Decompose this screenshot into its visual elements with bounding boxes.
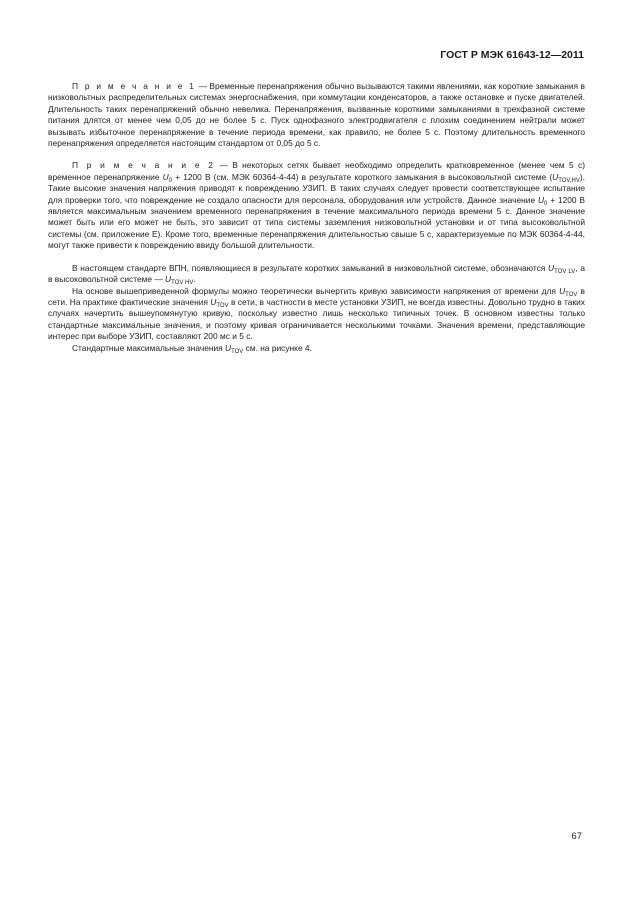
paragraph-3-text-2: см. на рисунке 4. xyxy=(243,342,312,353)
paragraph-tov-notation xyxy=(48,263,585,286)
note-2-text-1: — В некоторых сетях бывает необходимо определить кратковременное (менее чем 5 с) временное перенапряжение xyxy=(48,160,585,182)
note-2-text-4: + 1200 В является максимальным значением временного перенапряжения в течение максимального периода времени 5 с. Данное значение может быть или его может не быть, это зависит от типа системы заземления низковольтной установки и от типа высоковольтной системы (см. приложение Е). Кроме того, временные перенапряжения длительностью свыше 5 с, характеризуемые по МЭК 60364-4-44, могут также привести к повреждению ввиду большой длительности. xyxy=(48,194,585,251)
note-2-text-2: + 1200 В (см. МЭК 60364-4-44) в результате короткого замыкания в высоковольтной системе ( xyxy=(172,171,553,182)
symbol-utov-hv-notation: U xyxy=(165,274,172,285)
symbol-utov-figure-subscript: TOV xyxy=(231,348,244,355)
paragraph-voltage-curve xyxy=(48,286,585,343)
symbol-u0-second-subscript: 0 xyxy=(544,200,548,207)
note-1-text: — Временные перенапряжения обычно вызываются такими явлениями, как короткие замыкания в низковольтных распределительных системах энергоснабжения, при коммутации конденсаторов, а также остановке и пуске двигателей. Длительность таких перенапряжений обычно невелика. Перенапряжения, вызванные короткими замыканиями в трехфазной системе питания длятся от менее чем 0,05 до не более 5 с. Пуск однофазного электродвигателя с плохим соединением нейтрали может вызывать избыточное перенапряжение в течение периода времени, как правило, не более 5 с. Поэтому длительность временного перенапряжения определяется настоящим стандартом от 0,05 до 5 с. xyxy=(48,81,585,149)
symbol-utov-lv: U xyxy=(548,262,555,273)
symbol-u0-second: U xyxy=(537,194,545,205)
symbol-utov-second: U xyxy=(210,296,217,307)
paragraph-3-text-1: Стандартные максимальные значения xyxy=(72,342,226,353)
note-2 xyxy=(48,160,585,251)
paragraph-figure-reference xyxy=(48,343,585,354)
note-2-text-3: ). Такие высокие значения напряжения приводят к повреждению УЗИП. В таких случаях следует провести соответствующее испытание для проверки того, что повреждение не создало опасности для персонала, оборудования или устройств. Данное значение xyxy=(48,171,586,205)
note-1 xyxy=(48,81,585,149)
standard-header: ГОСТ Р МЭК 61643-12—2011 xyxy=(440,49,584,61)
symbol-utov-hv-subscript: TOV,HV xyxy=(558,177,580,184)
symbol-utov-lv-subscript: TOV LV xyxy=(554,268,576,275)
symbol-utov-hv-notation-subscript: TOV HV xyxy=(171,280,194,287)
paragraph-2-text-3: в сети, в частности в месте установки УЗИП, не всегда известны. Довольно трудно в таких случаях начертить вышеупомянутую кривую, поскольку известно лишь несколько типичных точек. В основном известны только стандартные максимальные значения, и поэтому кривая ограничивается несколькими точками. Значения времени, представляющие интерес при выборе УЗИП, составляют 200 мс и 5 с. xyxy=(48,296,585,342)
symbol-utov-second-subscript: TOV xyxy=(216,302,229,309)
paragraph-1-text-2: , а в высоковольтной системе — xyxy=(48,262,586,285)
symbol-utov-hv: U xyxy=(552,171,559,182)
symbol-u0-subscript: 0 xyxy=(168,177,173,184)
symbol-u0: U xyxy=(162,171,169,182)
paragraph-2-text-1: На основе вышеприведенной формулы можно теоретически вычертить кривую зависимости напряжения от времени для xyxy=(72,285,560,296)
symbol-utov-figure: U xyxy=(225,342,232,353)
symbol-utov: U xyxy=(559,285,566,296)
paragraph-2-text-2: в сети. На практике фактические значения xyxy=(48,285,585,307)
note-1-label: П р и м е ч а н и е 1 xyxy=(72,81,197,91)
document-body xyxy=(48,81,585,354)
paragraph-1-text-1: В настоящем стандарте ВПН, появляющиеся в результате коротких замыканий в низковольтной системе, обозначаются xyxy=(72,262,549,273)
note-2-label: П р и м е ч а н и е 2 xyxy=(72,160,216,171)
paragraph-1-text-3: . xyxy=(193,274,196,285)
page-number: 67 xyxy=(571,831,582,842)
symbol-utov-subscript: TOV xyxy=(565,291,578,298)
